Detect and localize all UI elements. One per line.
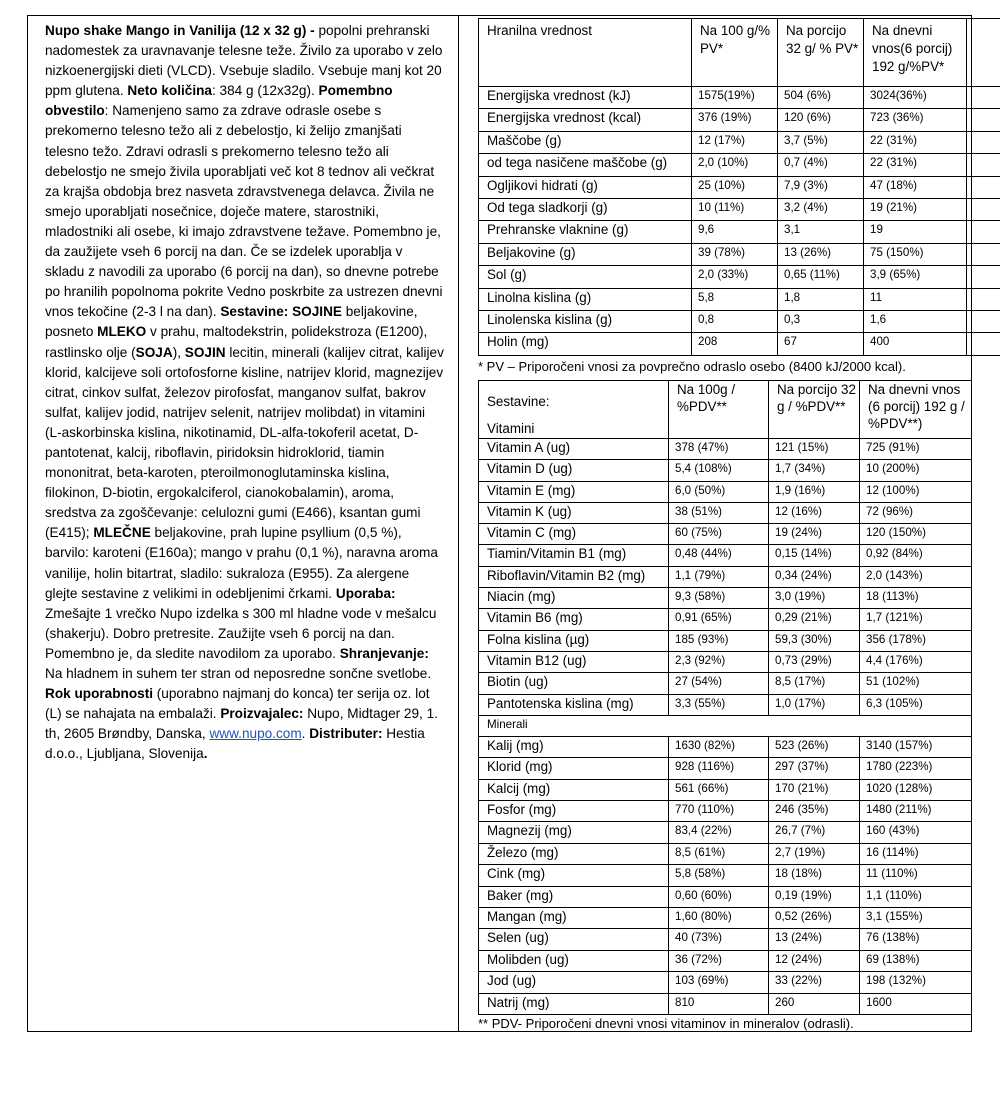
- vitamin-value: 12 (100%): [860, 481, 972, 502]
- nutrient-name: Holin (mg): [479, 333, 692, 355]
- vitamin-value: 1,9 (16%): [769, 481, 860, 502]
- expiry-text: (uporabno najmanj do konca) ter serija oz. lot (L) se nahajata na embalaži.: [45, 686, 430, 722]
- mineral-row: [479, 779, 972, 800]
- minerals-section-row: [479, 715, 972, 736]
- nutrition-table: [478, 18, 1000, 356]
- vitamin-name: Riboflavin/Vitamin B2 (mg): [479, 566, 669, 587]
- mineral-name: Fosfor (mg): [479, 801, 669, 822]
- vitamin-value: 60 (75%): [669, 524, 769, 545]
- vitamin-name: Niacin (mg): [479, 588, 669, 609]
- nutrient-name: Linolenska kislina (g): [479, 310, 692, 332]
- vitamins-header-row: [479, 381, 972, 420]
- vitamin-value: 1,1 (79%): [669, 566, 769, 587]
- nutrient-value: 7,9 (3%): [778, 176, 864, 198]
- vitamin-row: [479, 651, 972, 672]
- vitamin-value: 0,15 (14%): [769, 545, 860, 566]
- mineral-name: Kalij (mg): [479, 736, 669, 757]
- vitamin-value: 2,0 (143%): [860, 566, 972, 587]
- nutrient-name: Ogljikovi hidrati (g): [479, 176, 692, 198]
- vitamin-value: 0,92 (84%): [860, 545, 972, 566]
- nutrient-name: Linolna kislina (g): [479, 288, 692, 310]
- nutrient-value: 22 (31%): [864, 131, 967, 153]
- nutrition-row: [479, 198, 1000, 220]
- vitamin-name: Biotin (ug): [479, 673, 669, 694]
- vitamins-header-cell: Sestavine:: [479, 381, 669, 420]
- nutrient-value: 12 (17%): [692, 131, 778, 153]
- nutrition-row: [479, 131, 1000, 153]
- nutrient-value: 3024(36%): [864, 87, 967, 109]
- nutrient-value: 19 (21%): [864, 198, 967, 220]
- mineral-row: [479, 758, 972, 779]
- mineral-value: 8,5 (61%): [669, 843, 769, 864]
- vitamin-value: 3,0 (19%): [769, 588, 860, 609]
- mineral-value: 13 (24%): [769, 929, 860, 950]
- ingredients-text: beljakovine, prah lupine psyllium (0,5 %), barvilo: karoteni (E160a); mango v prahu (0,1 %), naravna aroma vanilije, holin bitartrat, sladilo: sukraloza (E955). Za alergene glejte sestavine z velikimi in odebljenimi črkami.: [45, 525, 438, 601]
- nutrition-empty-cell: [967, 333, 1000, 355]
- vitamin-name: Vitamin K (ug): [479, 502, 669, 523]
- mineral-value: 103 (69%): [669, 972, 769, 993]
- nutrient-value: 9,6: [692, 221, 778, 243]
- nutrient-value: 39 (78%): [692, 243, 778, 265]
- vitamin-row: [479, 439, 972, 460]
- vitamin-row: [479, 630, 972, 651]
- mineral-value: 1780 (223%): [860, 758, 972, 779]
- vitamin-value: 0,73 (29%): [769, 651, 860, 672]
- nutrition-row: [479, 243, 1000, 265]
- mineral-value: 160 (43%): [860, 822, 972, 843]
- ingredients-text: lecitin, minerali (kalijev citrat, kalijev klorid, kalcijeve soli ortofosforne kisline, natrijev klorid, magnezijev citrat, cinkov sulfat, železov pirofosfat, manganov sulfat, bakrov sulfat, kalijev jodid, natrijev selenit, natrijev molibdat) in vitamini (L-askorbinska kislina, nikotinamid, DL-alfa-tokoferil acetat, D-pantotenat, kalcij, riboflavin, piridoksin hidroklorid, tiamin mononitrat, beta-karoten, pteroilmonoglutaminska kislina, filokinon, D-biotin, ergokalciferol, cianokobalamin), aroma, sredstva za zgoščevanje: celulozni gumi (E466), ksantan gumi (E415);: [45, 344, 444, 541]
- mineral-value: 69 (138%): [860, 950, 972, 971]
- vitamins-header-cell: Na dnevni vnos (6 porcij) 192 g / %PDV**): [860, 381, 972, 439]
- expiry-label: Rok uporabnosti: [45, 686, 153, 702]
- vitamin-value: 59,3 (30%): [769, 630, 860, 651]
- mineral-name: Železo (mg): [479, 843, 669, 864]
- mineral-value: 26,7 (7%): [769, 822, 860, 843]
- nutrition-header-cell: Na porcijo 32 g/ % PV*: [778, 19, 864, 87]
- vitamin-value: 8,5 (17%): [769, 673, 860, 694]
- nutrient-value: 3,7 (5%): [778, 131, 864, 153]
- mineral-row: [479, 929, 972, 950]
- vitamin-row: [479, 609, 972, 630]
- vitamin-value: 0,91 (65%): [669, 609, 769, 630]
- nutrient-value: 3,1: [778, 221, 864, 243]
- mineral-row: [479, 801, 972, 822]
- ingredients-text: v prahu, maltodekstrin, polidekstroza (E1200), rastlinsko olje (: [45, 324, 428, 360]
- vitamin-row: [479, 694, 972, 715]
- nutrition-row: [479, 266, 1000, 288]
- vitamin-name: Vitamin E (mg): [479, 481, 669, 502]
- vitamin-value: 0,29 (21%): [769, 609, 860, 630]
- nutrient-name: Od tega sladkorji (g): [479, 198, 692, 220]
- vitamin-name: Vitamin B12 (ug): [479, 651, 669, 672]
- mineral-row: [479, 950, 972, 971]
- vitamin-value: 72 (96%): [860, 502, 972, 523]
- mineral-value: 928 (116%): [669, 758, 769, 779]
- vitamin-value: 356 (178%): [860, 630, 972, 651]
- vitamin-value: 12 (16%): [769, 502, 860, 523]
- mineral-value: 810: [669, 993, 769, 1014]
- vitamins-footnote: ** PDV- Priporočeni dnevni vnosi vitaminov in mineralov (odrasli).: [478, 1016, 854, 1031]
- allergen-mlecne: MLEČNE: [93, 525, 151, 541]
- product-description: [45, 21, 445, 764]
- nutrient-value: 3,9 (65%): [864, 266, 967, 288]
- vitamins-header-cell: Na 100g / %PDV**: [669, 381, 769, 439]
- vitamin-row: [479, 524, 972, 545]
- nutrient-name: Sol (g): [479, 266, 692, 288]
- vitamin-row: [479, 588, 972, 609]
- end-dot: .: [203, 746, 208, 762]
- nutrient-value: 2,0 (33%): [692, 266, 778, 288]
- nutrition-header-cell: Hranilna vrednost: [479, 19, 692, 87]
- vitamin-value: 0,34 (24%): [769, 566, 860, 587]
- nutrient-value: 22 (31%): [864, 154, 967, 176]
- nutrient-value: 0,8: [692, 310, 778, 332]
- vitamin-value: 27 (54%): [669, 673, 769, 694]
- nutrition-row: [479, 221, 1000, 243]
- nutrition-row: [479, 154, 1000, 176]
- nutrition-empty-cell: [967, 87, 1000, 109]
- vitamin-value: 19 (24%): [769, 524, 860, 545]
- vitamin-value: 5,4 (108%): [669, 460, 769, 481]
- column-divider: [458, 15, 459, 1032]
- nutrient-value: 25 (10%): [692, 176, 778, 198]
- nutrient-value: 0,3: [778, 310, 864, 332]
- vitamin-value: 1,0 (17%): [769, 694, 860, 715]
- nutrient-value: 19: [864, 221, 967, 243]
- nutrient-value: 3,2 (4%): [778, 198, 864, 220]
- mineral-name: Klorid (mg): [479, 758, 669, 779]
- mineral-row: [479, 822, 972, 843]
- vitamin-value: 18 (113%): [860, 588, 972, 609]
- minerals-section-label: Minerali: [479, 715, 972, 736]
- nutrient-name: Beljakovine (g): [479, 243, 692, 265]
- nutrient-value: 5,8: [692, 288, 778, 310]
- mineral-value: 18 (18%): [769, 865, 860, 886]
- vitamins-section-label: Vitamini: [479, 420, 669, 439]
- producer-label: Proizvajalec:: [220, 706, 304, 722]
- nutrition-empty-cell: [967, 221, 1000, 243]
- mineral-value: 523 (26%): [769, 736, 860, 757]
- mineral-row: [479, 972, 972, 993]
- mineral-name: Cink (mg): [479, 865, 669, 886]
- vitamin-name: Folna kislina (µg): [479, 630, 669, 651]
- nutrition-footnote: * PV – Priporočeni vnosi za povprečno odraslo osebo (8400 kJ/2000 kcal).: [478, 359, 906, 374]
- mineral-value: 1020 (128%): [860, 779, 972, 800]
- vitamin-value: 3,3 (55%): [669, 694, 769, 715]
- mineral-name: Natrij (mg): [479, 993, 669, 1014]
- nutrient-name: Prehranske vlaknine (g): [479, 221, 692, 243]
- mineral-value: 1,60 (80%): [669, 907, 769, 928]
- nutrition-header-cell: Na dnevni vnos(6 porcij) 192 g/%PV*: [864, 19, 967, 87]
- mineral-value: 16 (114%): [860, 843, 972, 864]
- nutrient-value: 75 (150%): [864, 243, 967, 265]
- nutrient-value: 120 (6%): [778, 109, 864, 131]
- producer-text: Nupo, Midtager 29, 1. th, 2605 Brøndby, Danska,: [45, 706, 438, 742]
- mineral-value: 260: [769, 993, 860, 1014]
- mineral-value: 3140 (157%): [860, 736, 972, 757]
- nutrient-name: Energijska vrednost (kcal): [479, 109, 692, 131]
- net-quantity-value: : 384 g (12x32g).: [211, 83, 315, 99]
- mineral-row: [479, 886, 972, 907]
- allergen-soja: SOJA: [135, 344, 173, 360]
- nutrition-header-row: [479, 19, 1000, 87]
- nutrient-value: 11: [864, 288, 967, 310]
- mineral-value: 83,4 (22%): [669, 822, 769, 843]
- ingredients-label: Sestavine:: [220, 304, 289, 320]
- mineral-value: 12 (24%): [769, 950, 860, 971]
- vitamins-minerals-table: [478, 380, 972, 1015]
- nutrient-value: 504 (6%): [778, 87, 864, 109]
- product-title: Nupo shake Mango in Vanilija (12 x 32 g) -: [45, 23, 315, 38]
- vitamin-value: 1,7 (121%): [860, 609, 972, 630]
- mineral-value: 5,8 (58%): [669, 865, 769, 886]
- vitamin-row: [479, 481, 972, 502]
- mineral-value: 40 (73%): [669, 929, 769, 950]
- vitamin-row: [479, 502, 972, 523]
- vitamin-row: [479, 673, 972, 694]
- mineral-value: 1,1 (110%): [860, 886, 972, 907]
- nutrient-value: 0,7 (4%): [778, 154, 864, 176]
- ingredients-text: ),: [172, 344, 185, 360]
- vitamin-name: Vitamin A (ug): [479, 439, 669, 460]
- mineral-name: Baker (mg): [479, 886, 669, 907]
- notice-label: Pomembno obvestilo: [45, 83, 393, 119]
- storage-text: Na hladnem in suhem ter stran od neposredne sončne svetlobe.: [45, 666, 432, 681]
- allergen-soja: SOJINE: [288, 304, 342, 320]
- mineral-row: [479, 907, 972, 928]
- nutrient-value: 1,6: [864, 310, 967, 332]
- nutrition-row: [479, 333, 1000, 355]
- mineral-value: 1630 (82%): [669, 736, 769, 757]
- nutrition-row: [479, 288, 1000, 310]
- mineral-name: Kalcij (mg): [479, 779, 669, 800]
- mineral-name: Jod (ug): [479, 972, 669, 993]
- nutrition-row: [479, 176, 1000, 198]
- nutrition-empty-cell: [967, 310, 1000, 332]
- usage-text: Zmešajte 1 vrečko Nupo izdelka s 300 ml hladne vode v mešalcu (shakerju). Dobro pretresite. Zaužijte vseh 6 porcij na dan. Pomembno je, da sledite navodilom za uporabo.: [45, 605, 437, 661]
- mineral-value: 1600: [860, 993, 972, 1014]
- vitamin-value: 725 (91%): [860, 439, 972, 460]
- nutrition-empty-cell: [967, 154, 1000, 176]
- vitamin-row: [479, 460, 972, 481]
- vitamin-value: 2,3 (92%): [669, 651, 769, 672]
- vitamin-value: 38 (51%): [669, 502, 769, 523]
- nutrition-empty-cell: [967, 243, 1000, 265]
- vitamin-value: 0,48 (44%): [669, 545, 769, 566]
- usage-label: Uporaba:: [335, 585, 396, 601]
- vitamin-name: Vitamin C (mg): [479, 524, 669, 545]
- vitamin-value: 4,4 (176%): [860, 651, 972, 672]
- vitamin-name: Vitamin D (ug): [479, 460, 669, 481]
- producer-dot: .: [301, 726, 310, 742]
- mineral-row: [479, 736, 972, 757]
- vitamin-value: 1,7 (34%): [769, 460, 860, 481]
- nutrient-value: 67: [778, 333, 864, 355]
- nutrient-value: 208: [692, 333, 778, 355]
- nutrition-empty-cell: [967, 198, 1000, 220]
- storage-label: Shranjevanje:: [339, 645, 429, 661]
- vitamin-row: [479, 566, 972, 587]
- nutrient-name: Energijska vrednost (kJ): [479, 87, 692, 109]
- mineral-value: 297 (37%): [769, 758, 860, 779]
- mineral-value: 561 (66%): [669, 779, 769, 800]
- vitamin-name: Vitamin B6 (mg): [479, 609, 669, 630]
- nutrient-name: od tega nasičene maščobe (g): [479, 154, 692, 176]
- producer-website-link[interactable]: www.nupo.com: [209, 726, 302, 742]
- nutrient-value: 376 (19%): [692, 109, 778, 131]
- vitamin-value: 51 (102%): [860, 673, 972, 694]
- nutrition-header-cell: Na 100 g/% PV*: [692, 19, 778, 87]
- distributor-text: Hestia d.o.o., Ljubljana, Slovenija: [45, 726, 425, 762]
- mineral-value: 1480 (211%): [860, 801, 972, 822]
- mineral-value: 198 (132%): [860, 972, 972, 993]
- vitamin-value: 121 (15%): [769, 439, 860, 460]
- vitamin-value: 6,0 (50%): [669, 481, 769, 502]
- mineral-value: 0,19 (19%): [769, 886, 860, 907]
- net-quantity-label: Neto količina: [127, 83, 212, 99]
- nutrient-value: 0,65 (11%): [778, 266, 864, 288]
- nutrition-empty-cell: [967, 176, 1000, 198]
- vitamin-value: 185 (93%): [669, 630, 769, 651]
- mineral-row: [479, 843, 972, 864]
- allergen-soja: SOJIN: [184, 344, 226, 360]
- nutrient-value: 2,0 (10%): [692, 154, 778, 176]
- mineral-name: Molibden (ug): [479, 950, 669, 971]
- mineral-value: 36 (72%): [669, 950, 769, 971]
- nutrition-empty-cell: [967, 266, 1000, 288]
- mineral-value: 0,60 (60%): [669, 886, 769, 907]
- nutrition-empty-cell: [967, 288, 1000, 310]
- mineral-value: 33 (22%): [769, 972, 860, 993]
- vitamin-value: 6,3 (105%): [860, 694, 972, 715]
- distributor-label: Distributer:: [309, 726, 383, 742]
- vitamin-value: 10 (200%): [860, 460, 972, 481]
- mineral-name: Mangan (mg): [479, 907, 669, 928]
- mineral-value: 76 (138%): [860, 929, 972, 950]
- mineral-name: Selen (ug): [479, 929, 669, 950]
- intro-text: popolni prehranski nadomestek za uravnavanje telesne teže. Živilo za uporabo v zelo nizkoenergijski dieti (VLCD). Vsebuje sladilo. Vsebuje manj kot 20 ppm glutena.: [45, 23, 443, 99]
- nutrition-row: [479, 310, 1000, 332]
- notice-text: : Namenjeno samo za zdrave odrasle osebe s prekomerno telesno težo ali z debelostjo, ki želijo zmanjšati telesno težo. Zdravi odrasli s prekomerno telesno težo ali debelostjo ne smejo živila uporabljati več kot 8 tednov ali večkrat za krajša obdobja brez nasveta zdravstvenega delavca. Živila ne smejo uporabljati nosečnice, doječe matere, starostniki, mladostniki ali osebe, ki imajo zdravstvene težave. Pomembno je, da zaužijete vseh 6 porcij na dan. Če se izdelek uporablja v skladu z navodili za uporabo (6 porcij na dan), so dnevne potrebe po hranilih popolnoma pokrite Vedno poskrbite za ustrezen dnevni vnos tekočine (2-3 l na dan).: [45, 103, 443, 320]
- vitamin-name: Tiamin/Vitamin B1 (mg): [479, 545, 669, 566]
- nutrient-value: 400: [864, 333, 967, 355]
- nutrient-value: 10 (11%): [692, 198, 778, 220]
- vitamin-name: Pantotenska kislina (mg): [479, 694, 669, 715]
- mineral-name: Magnezij (mg): [479, 822, 669, 843]
- mineral-value: 2,7 (19%): [769, 843, 860, 864]
- vitamin-row: [479, 545, 972, 566]
- nutrient-value: 1,8: [778, 288, 864, 310]
- mineral-value: 246 (35%): [769, 801, 860, 822]
- nutrient-value: 13 (26%): [778, 243, 864, 265]
- nutrition-empty-cell: [967, 109, 1000, 131]
- mineral-value: 770 (110%): [669, 801, 769, 822]
- allergen-mleko: MLEKO: [97, 324, 147, 340]
- ingredients-text: beljakovine, posneto: [45, 304, 418, 340]
- mineral-value: 11 (110%): [860, 865, 972, 886]
- vitamin-value: 9,3 (58%): [669, 588, 769, 609]
- nutrition-row: [479, 109, 1000, 131]
- mineral-row: [479, 865, 972, 886]
- vitamin-value: 120 (150%): [860, 524, 972, 545]
- vitamins-header-cell: Na porcijo 32 g / %PDV**: [769, 381, 860, 439]
- vitamin-value: 378 (47%): [669, 439, 769, 460]
- nutrient-value: 723 (36%): [864, 109, 967, 131]
- nutrient-value: 1575(19%): [692, 87, 778, 109]
- nutrient-value: 47 (18%): [864, 176, 967, 198]
- mineral-value: 3,1 (155%): [860, 907, 972, 928]
- nutrition-empty-cell: [967, 131, 1000, 153]
- mineral-value: 0,52 (26%): [769, 907, 860, 928]
- nutrition-empty-cell: [967, 19, 1000, 87]
- mineral-row: [479, 993, 972, 1014]
- mineral-value: 170 (21%): [769, 779, 860, 800]
- nutrient-name: Maščobe (g): [479, 131, 692, 153]
- nutrition-row: [479, 87, 1000, 109]
